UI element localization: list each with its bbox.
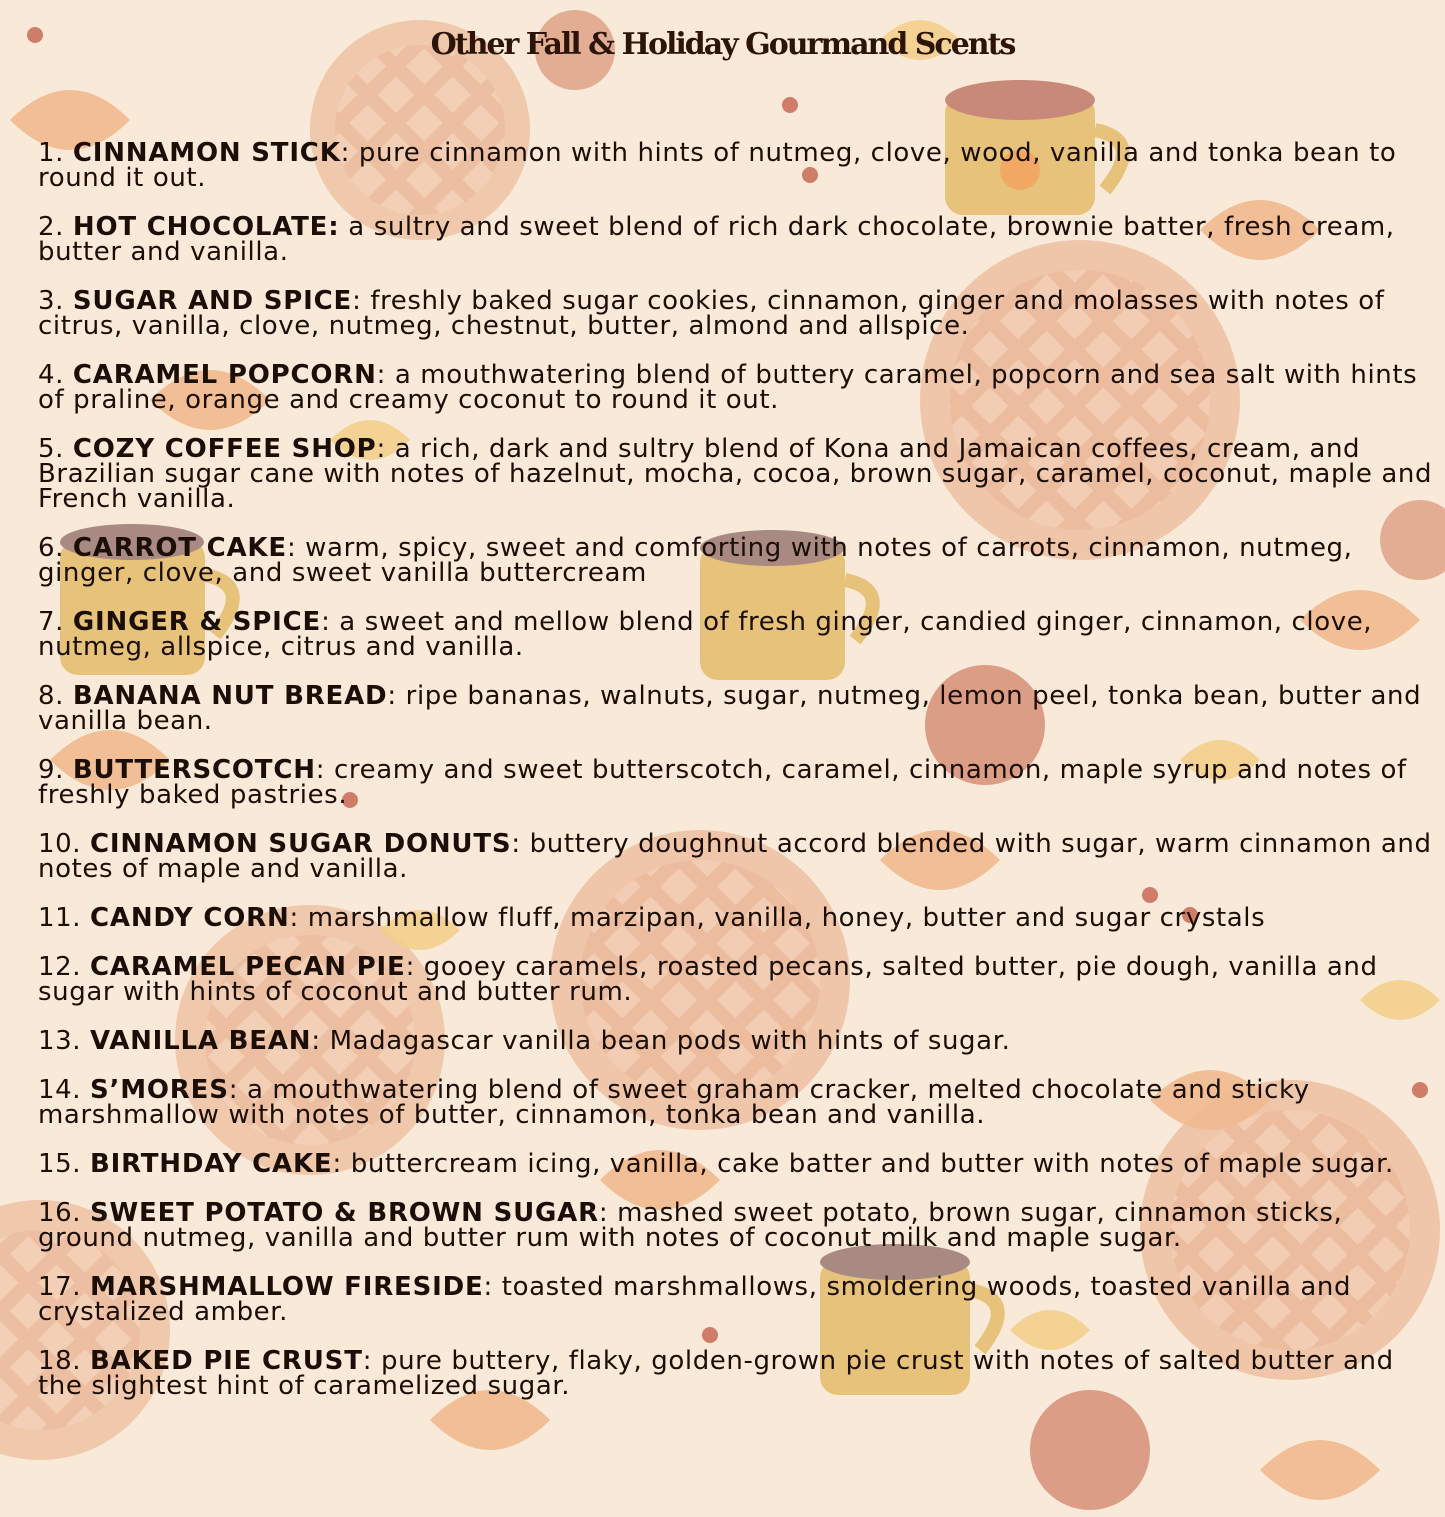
- item-number: 7.: [38, 607, 65, 637]
- item-number: 5.: [38, 434, 65, 464]
- scent-name: CARAMEL POPCORN: [72, 360, 377, 390]
- list-item: [38, 755, 1438, 810]
- scent-name: COZY COFFEE SHOP: [72, 434, 377, 464]
- list-item: [38, 138, 1438, 193]
- scent-description: buttercream icing, vanilla, cake batter and butter with notes of maple sugar.: [341, 1149, 1394, 1179]
- item-number: 12.: [38, 952, 82, 982]
- list-item: [38, 360, 1438, 415]
- separator: :: [352, 286, 362, 316]
- list-item: [38, 533, 1438, 588]
- list-item: [38, 681, 1438, 736]
- scent-name: BAKED PIE CRUST: [90, 1346, 363, 1376]
- scent-name: SWEET POTATO & BROWN SUGAR: [90, 1198, 599, 1228]
- scent-name: BIRTHDAY CAKE: [90, 1149, 333, 1179]
- item-number: 8.: [38, 681, 65, 711]
- item-number: 3.: [38, 286, 65, 316]
- scent-description: Madagascar vanilla bean pods with hints of sugar.: [320, 1026, 1011, 1056]
- separator: :: [598, 1198, 609, 1228]
- separator: :: [315, 755, 326, 785]
- scent-description: a mouthwatering blend of sweet graham cracker, melted chocolate and sticky marshmallow with notes of butter, cinnamon, tonka bean and vanilla.: [38, 1075, 1310, 1130]
- separator: :: [311, 1026, 321, 1056]
- scent-description: marshmallow fluff, marzipan, vanilla, honey, butter and sugar crystals: [298, 903, 1266, 933]
- item-number: 14.: [38, 1075, 82, 1105]
- list-item: [38, 1346, 1438, 1401]
- list-item: [38, 829, 1438, 884]
- separator: :: [340, 138, 351, 168]
- scent-description: a sultry and sweet blend of rich dark chocolate, brownie batter, fresh cream, butter and vanilla.: [38, 212, 1395, 267]
- item-number: 10.: [38, 829, 82, 859]
- scent-description: ripe bananas, walnuts, sugar, nutmeg, lemon peel, tonka bean, butter and vanilla bean.: [38, 681, 1422, 736]
- list-item: [38, 1026, 1438, 1056]
- scent-name: VANILLA BEAN: [90, 1026, 312, 1056]
- item-number: 4.: [38, 360, 65, 390]
- separator: :: [387, 681, 397, 711]
- scent-description: warm, spicy, sweet and comforting with notes of carrots, cinnamon, nutmeg, ginger, clove, and sweet vanilla buttercream: [38, 533, 1353, 588]
- page-title: Other Fall & Holiday Gourmand Scents: [430, 27, 1015, 62]
- scent-description: creamy and sweet butterscotch, caramel, cinnamon, maple syrup and notes of freshly baked pastries.: [38, 755, 1407, 810]
- separator: :: [362, 1346, 373, 1376]
- scent-name: BANANA NUT BREAD: [72, 681, 388, 711]
- separator: :: [511, 829, 521, 859]
- separator: :: [332, 1149, 342, 1179]
- list-item: [38, 1198, 1438, 1253]
- item-number: 9.: [38, 755, 65, 785]
- list-item: [38, 212, 1438, 267]
- scent-name: CINNAMON STICK: [72, 138, 341, 168]
- list-item: [38, 607, 1438, 662]
- separator: :: [376, 434, 386, 464]
- scent-name: S’MORES: [90, 1075, 229, 1105]
- list-item: [38, 903, 1438, 933]
- scent-description: buttery doughnut accord blended with sugar, warm cinnamon and notes of maple and vanilla.: [38, 829, 1432, 884]
- separator: :: [405, 952, 415, 982]
- list-item: [38, 434, 1438, 514]
- item-number: 2.: [38, 212, 65, 242]
- scent-name: SUGAR AND SPICE: [72, 286, 353, 316]
- scent-description: a sweet and mellow blend of fresh ginger, candied ginger, cinnamon, clove, nutmeg, allspice, citrus and vanilla.: [38, 607, 1373, 662]
- item-number: 17.: [38, 1272, 82, 1302]
- item-number: 1.: [38, 138, 65, 168]
- separator: :: [321, 607, 331, 637]
- list-item: [38, 1149, 1438, 1179]
- item-number: 16.: [38, 1198, 82, 1228]
- item-number: 13.: [38, 1026, 82, 1056]
- scent-list: [38, 138, 1438, 1423]
- list-item: [38, 1075, 1438, 1130]
- scent-name: CARROT CAKE: [72, 533, 287, 563]
- scent-description: freshly baked sugar cookies, cinnamon, ginger and molasses with notes of citrus, vanilla, clove, nutmeg, chestnut, butter, almond and allspice.: [38, 286, 1385, 341]
- item-number: 18.: [38, 1346, 82, 1376]
- list-item: [38, 1272, 1438, 1327]
- list-item: [38, 952, 1438, 1007]
- separator: :: [483, 1272, 493, 1302]
- scent-description: a rich, dark and sultry blend of Kona and Jamaican coffees, cream, and Brazilian sugar cane with notes of hazelnut, mocha, cocoa, brown sugar, caramel, coconut, maple and French vanilla.: [38, 434, 1433, 514]
- separator: :: [228, 1075, 239, 1105]
- scent-description: pure cinnamon with hints of nutmeg, clove, wood, vanilla and tonka bean to round it out.: [38, 138, 1397, 193]
- scent-description: toasted marshmallows, smoldering woods, toasted vanilla and crystalized amber.: [38, 1272, 1352, 1327]
- item-number: 15.: [38, 1149, 82, 1179]
- separator: :: [376, 360, 387, 390]
- scent-description: gooey caramels, roasted pecans, salted butter, pie dough, vanilla and sugar with hints of coconut and butter rum.: [38, 952, 1378, 1007]
- separator: :: [289, 903, 299, 933]
- scent-name: CANDY CORN: [90, 903, 290, 933]
- scent-name: HOT CHOCOLATE:: [72, 212, 340, 242]
- scent-name: BUTTERSCOTCH: [72, 755, 316, 785]
- scent-name: CINNAMON SUGAR DONUTS: [90, 829, 512, 859]
- scent-name: MARSHMALLOW FIRESIDE: [90, 1272, 484, 1302]
- list-item: [38, 286, 1438, 341]
- scent-description: mashed sweet potato, brown sugar, cinnamon sticks, ground nutmeg, vanilla and butter rum with notes of coconut milk and maple sugar.: [38, 1198, 1343, 1253]
- scent-description: a mouthwatering blend of buttery caramel, popcorn and sea salt with hints of praline, orange and creamy coconut to round it out.: [38, 360, 1418, 415]
- scent-name: CARAMEL PECAN PIE: [90, 952, 406, 982]
- item-number: 6.: [38, 533, 65, 563]
- item-number: 11.: [38, 903, 82, 933]
- scent-description: pure buttery, flaky, golden-grown pie crust with notes of salted butter and the slightest hint of caramelized sugar.: [38, 1346, 1394, 1401]
- separator: :: [286, 533, 297, 563]
- scent-name: GINGER & SPICE: [72, 607, 322, 637]
